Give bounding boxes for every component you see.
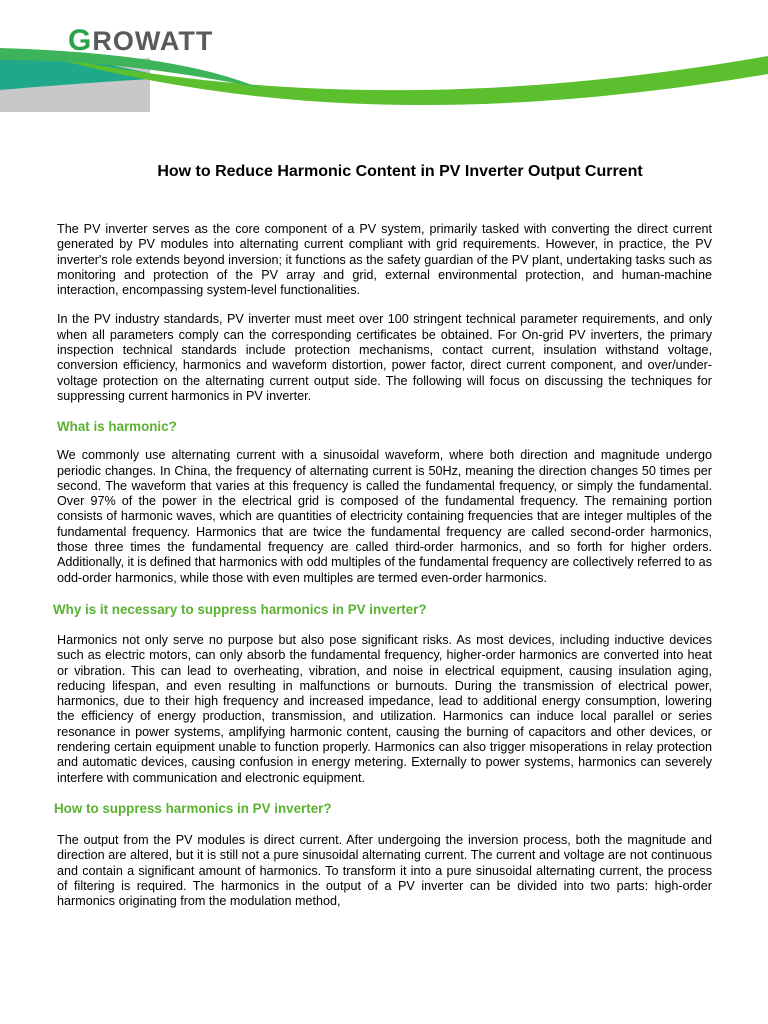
intro-paragraph-2: In the PV industry standards, PV inverter must meet over 100 stringent technical parameter requirements, and only when all parameters comply can the corresponding certificates be obtained. For On-grid PV inverters, the primary inspection technical standards include protection mechanisms, contact current, insulation withstand voltage, conversion efficiency, harmonics and waveform distortion, power factor, direct current component, and over/under-voltage protection on the alternating current output side. The following will focus on discussing the techniques for suppressing current harmonics in PV inverter. xyxy=(57,312,712,403)
heading-why-suppress: Why is it necessary to suppress harmonics in PV inverter? xyxy=(53,601,427,617)
paragraph-what-is-harmonic: We commonly use alternating current with a sinusoidal waveform, where both direction and magnitude undergo periodic changes. In China, the frequency of alternating current is 50Hz, meaning the direction changes 50 times per second. The waveform that varies at this frequency is called the fundamental frequency, or simply the fundamental. Over 97% of the power in the electrical grid is composed of the fundamental frequency. The remaining portion consists of harmonic waves, which are quantities of electricity containing frequencies that are integer multiples of the fundamental frequency. Harmonics that are twice the fundamental frequency are called second-order harmonics, those three times the fundamental frequency are called third-order harmonics, and so forth for higher orders. Additionally, it is defined that harmonics with odd multiples of the fundamental frequency are collectively referred to as odd-order harmonics, while those with even multiples are termed even-order harmonics. xyxy=(57,448,712,585)
header-swoosh-graphic xyxy=(0,0,768,120)
paragraph-how-to-suppress: The output from the PV modules is direct current. After undergoing the inversion process, both the magnitude and direction are altered, but it is still not a pure sinusoidal alternating current. The current and voltage are not continuous and contain a significant amount of harmonics. To transform it into a pure sinusoidal alternating current, the process of filtering is required. The harmonics in the output of a PV inverter can be divided into two parts: high-order harmonics originating from the modulation method, xyxy=(57,832,712,909)
growatt-logo xyxy=(68,24,213,58)
document-body xyxy=(53,222,712,909)
heading-what-is-harmonic: What is harmonic? xyxy=(57,419,177,435)
logo-initial: G xyxy=(68,24,93,57)
heading-how-to-suppress: How to suppress harmonics in PV inverter? xyxy=(54,800,332,816)
document-title: How to Reduce Harmonic Content in PV Inverter Output Current xyxy=(157,163,643,180)
intro-paragraph-1: The PV inverter serves as the core component of a PV system, primarily tasked with converting the direct current generated by PV modules into alternating current compliant with grid requirements. However, in practice, the PV inverter's role extends beyond inversion; it functions as the safety guardian of the PV plant, undertaking tasks such as monitoring and protection of the PV array and grid, external environmental protection, and human-machine interaction, encompassing system-level functionalities. xyxy=(57,222,712,298)
paragraph-why-suppress: Harmonics not only serve no purpose but also pose significant risks. As most devices, including inductive devices such as electric motors, can only absorb the fundamental frequency, higher-order harmonics are converted into heat or vibration. This can lead to overheating, vibration, and noise in electrical equipment, causing insulation aging, reducing lifespan, and even resulting in malfunctions or burnouts. During the transmission of electrical power, harmonics, due to their high frequency and increased impedance, lead to additional energy consumption, lowering the efficiency of energy production, transmission, and utilization. Harmonics can induce local parallel or series resonance in power systems, amplifying harmonic content, causing the burning of capacitors and other devices, or rendering certain equipment unable to function properly. Harmonics can also trigger misoperations in relay protection and automatic devices, causing confusion in energy metering. Externally to power systems, harmonics can severely interfere with communication and electronic equipment. xyxy=(57,632,712,785)
logo-text: ROWATT xyxy=(92,25,214,56)
